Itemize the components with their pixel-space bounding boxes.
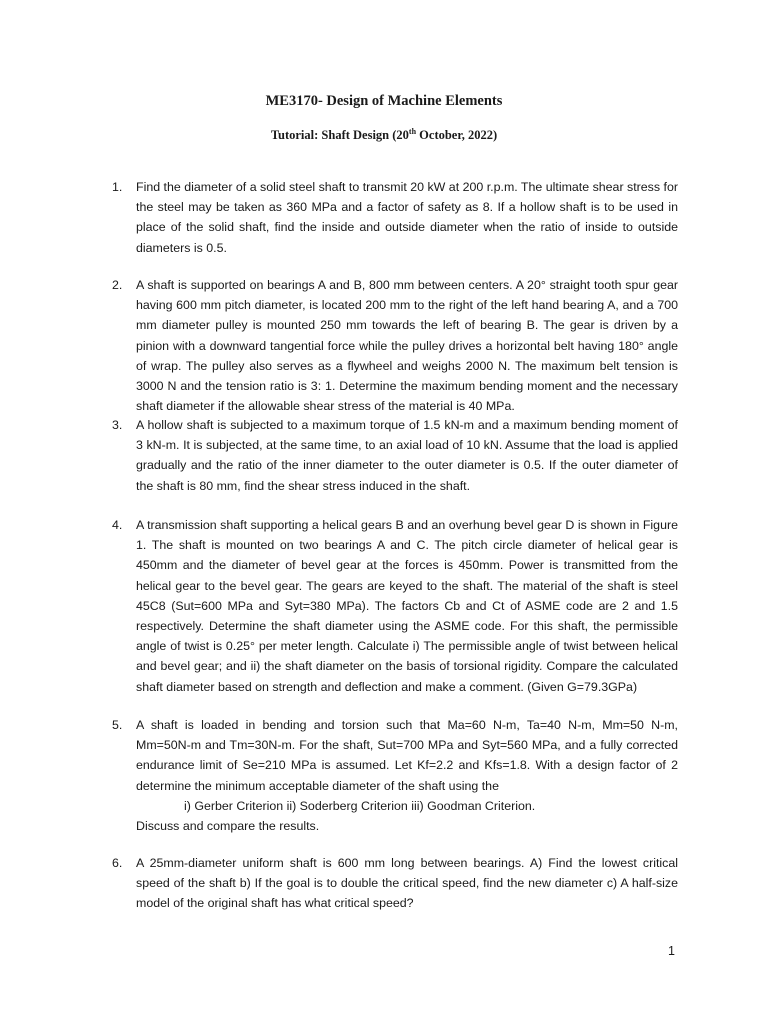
- question-number: 6.: [112, 856, 123, 870]
- question-text: Find the diameter of a solid steel shaft to transmit 20 kW at 200 r.p.m. The ultimate shear stress for the steel may be taken as 360 MPa and a factor of safety as 8. If a hollow shaft is to be used in place of the solid shaft, find the inside and outside diameter when the ratio of inside to outside diameters is 0.5.: [136, 180, 678, 255]
- question-discuss: Discuss and compare the results.: [136, 819, 320, 834]
- subtitle-superscript: th: [408, 127, 417, 136]
- question-number: 1.: [112, 180, 123, 194]
- question-number: 5.: [112, 718, 123, 732]
- subtitle-text: Tutorial: Shaft Design (20: [270, 128, 409, 143]
- question-text: A shaft is loaded in bending and torsion such that Ma=60 N-m, Ta=40 N-m, Mm=50 N-m, Mm=50N-m and Tm=30N-m. For the shaft, Sut=700 MPa and Syt=560 MPa, and a fully corrected endurance limit of Se=210 MPa is assumed. Let Kf=2.2 and Kfs=1.8. With a design factor of 2 determine the minimum acceptable diameter of the shaft using the: [136, 718, 678, 793]
- question-text: A shaft is supported on bearings A and B, 800 mm between centers. A 20° straight tooth spur gear having 600 mm pitch diameter, is located 200 mm to the right of the left hand bearing A, and a 700 mm diameter pulley is mounted 250 mm towards the left of bearing B. The gear is driven by a pinion with a downward tangential force while the pulley drives a horizontal belt having 180° angle of wrap. The pulley also serves as a flywheel and weighs 2000 N. The maximum belt tension is 3000 N and the tension ratio is 3: 1. Determine the maximum bending moment and the necessary shaft diameter if the allowable shear stress of the material is 40 MPa.: [136, 278, 678, 414]
- question-4: [112, 515, 678, 697]
- subtitle-date: October, 2022): [416, 128, 498, 143]
- question-6: [112, 853, 678, 914]
- question-text: A 25mm-diameter uniform shaft is 600 mm long between bearings. A) Find the lowest critical speed of the shaft b) If the goal is to double the critical speed, find the new diameter c) A half-size model of the original shaft has what critical speed?: [136, 856, 678, 911]
- question-3: [112, 415, 678, 496]
- question-number: 3.: [112, 418, 123, 432]
- question-5: [112, 715, 678, 836]
- document-subtitle: [0, 127, 768, 143]
- document-title: ME3170- Design of Machine Elements: [265, 93, 503, 109]
- question-2: [112, 275, 678, 416]
- question-1: [112, 177, 678, 258]
- question-criteria: i) Gerber Criterion ii) Soderberg Criterion iii) Goodman Criterion.: [184, 798, 536, 813]
- page-number: 1: [668, 944, 675, 958]
- question-text: A transmission shaft supporting a helical gears B and an overhung bevel gear D is shown in Figure 1. The shaft is mounted on two bearings A and C. The pitch circle diameter of helical gear is 450mm and the diameter of bevel gear at the forces is 450mm. Power is transmitted from the helical gear to the bevel gear. The gears are keyed to the shaft. The material of the shaft is steel 45C8 (Sut=600 MPa and Syt=380 MPa). The factors Cb and Ct of ASME code are 2 and 1.5 respectively. Determine the shaft diameter using the ASME code. For this shaft, the permissible angle of twist is 0.25° per meter length. Calculate i) The permissible angle of twist between helical and bevel gear; and ii) the shaft diameter on the basis of torsional rigidity. Compare the calculated shaft diameter based on strength and deflection and make a comment. (Given G=79.3GPa): [136, 518, 678, 694]
- question-number: 2.: [112, 278, 123, 292]
- question-text: A hollow shaft is subjected to a maximum torque of 1.5 kN-m and a maximum bending moment of 3 kN-m. It is subjected, at the same time, to an axial load of 10 kN. Assume that the load is applied gradually and the ratio of the inner diameter to the outer diameter is 0.5. If the outer diameter of the shaft is 80 mm, find the shear stress induced in the shaft.: [136, 418, 678, 493]
- question-number: 4.: [112, 518, 123, 532]
